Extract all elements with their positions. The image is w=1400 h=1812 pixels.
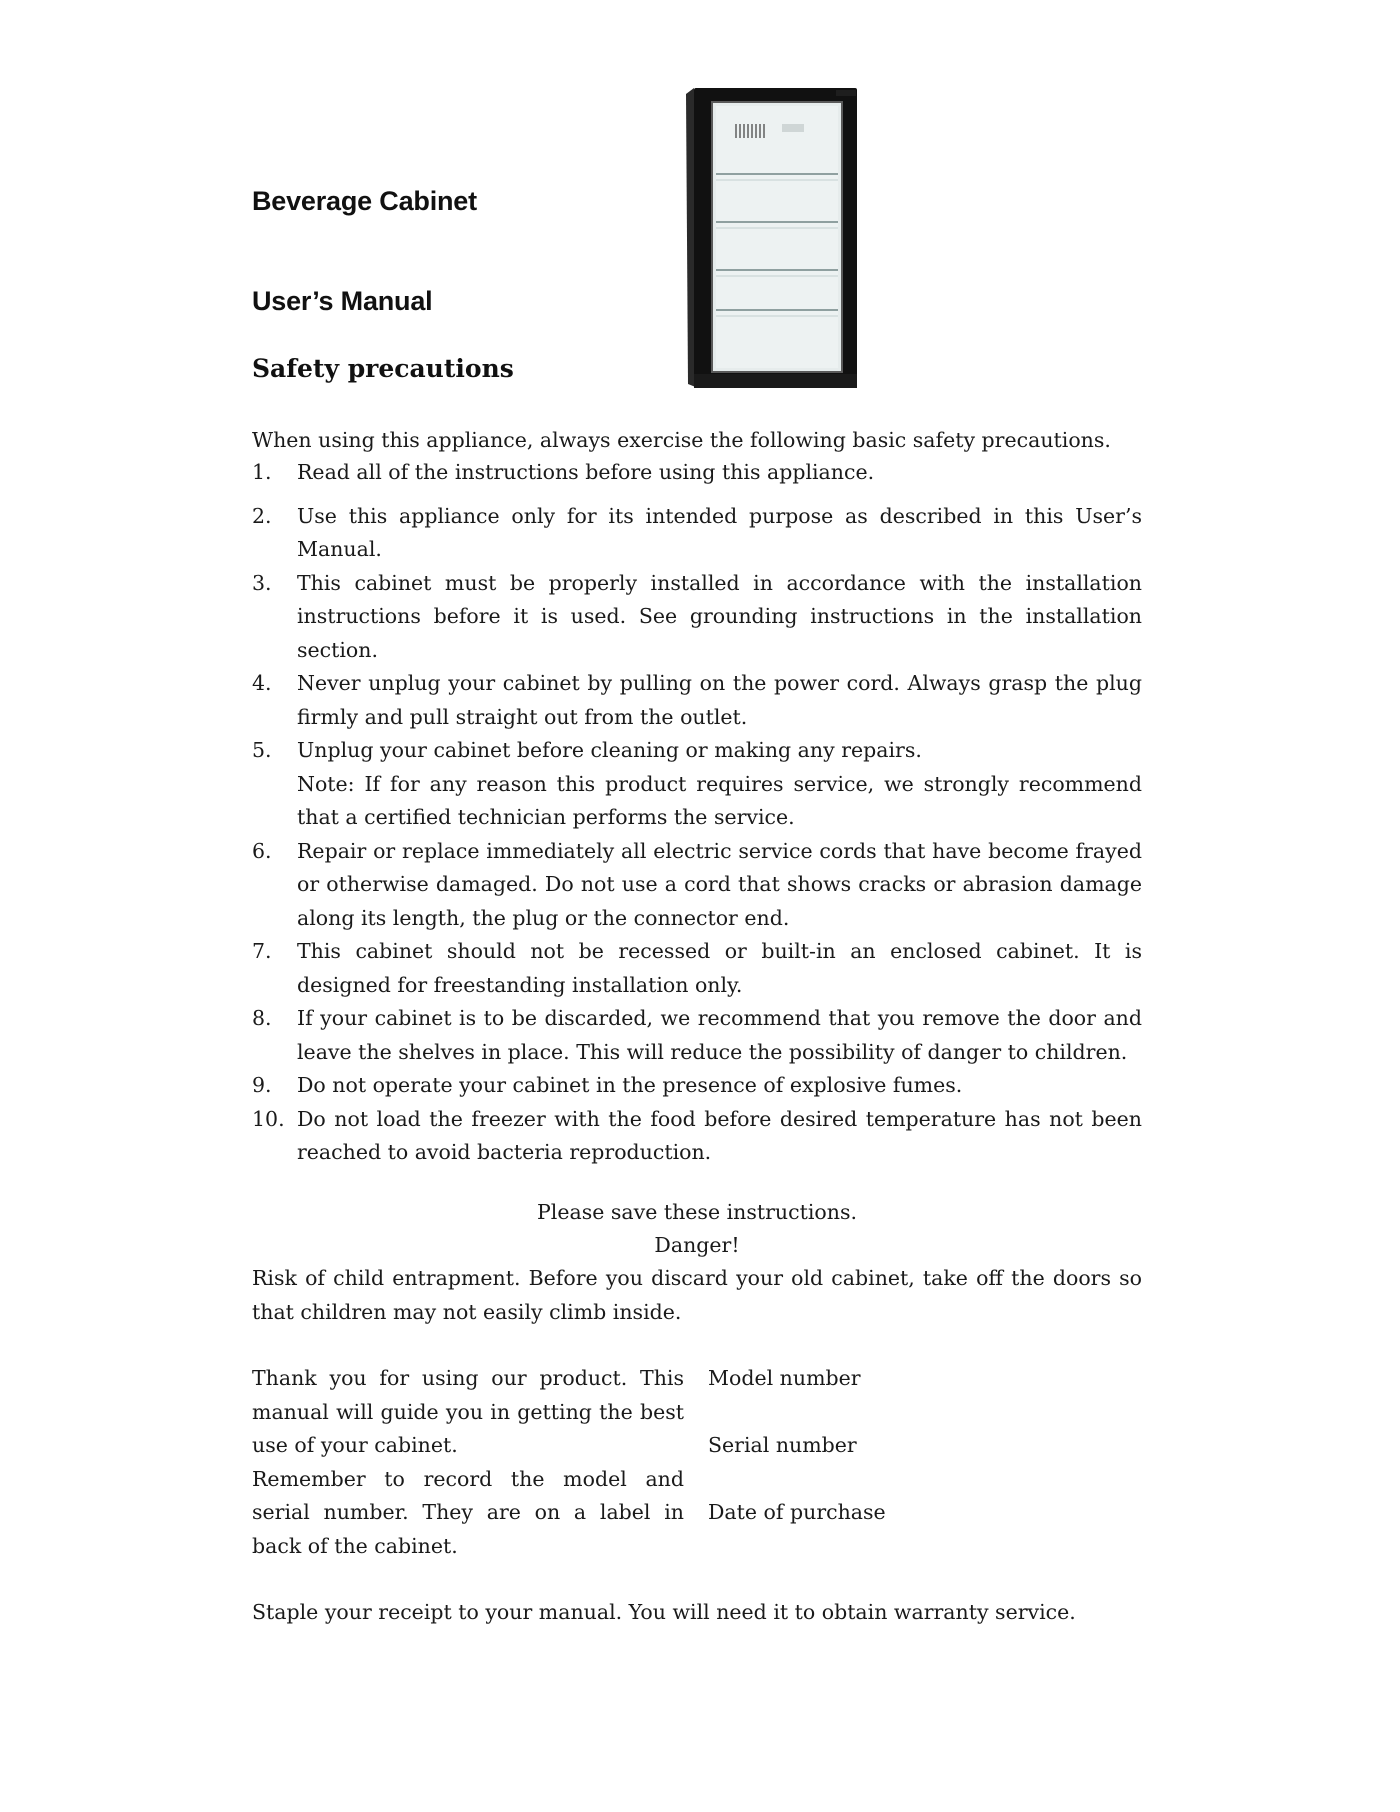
item-number: 6. — [252, 838, 272, 863]
item-text: This cabinet must be properly installed in accordance with the installation instructions before it is used. See grounding instructions in the installation section. — [297, 570, 1142, 662]
item-number: 1. — [252, 460, 272, 484]
beverage-cabinet-image — [686, 88, 861, 390]
danger-text: Risk of child entrapment. Before you discard your old cabinet, take off the doors so that children may not easily climb inside. — [252, 1266, 1142, 1324]
model-number-label: Model number — [708, 1366, 861, 1390]
item-number: 9. — [252, 1073, 272, 1097]
item-number: 5. — [252, 738, 272, 762]
item-note: Note: If for any reason this product requires service, we strongly recommend that a certified technician performs the service. — [297, 771, 1142, 829]
list-item — [252, 667, 1142, 734]
record-fields — [708, 1362, 1142, 1563]
item-number: 2. — [252, 503, 272, 528]
item-number: 4. — [252, 671, 272, 695]
record-reminder-paragraph: Remember to record the model and serial number. They are on a label in back of the cabinet. — [252, 1466, 684, 1558]
item-text: Never unplug your cabinet by pulling on the power cord. Always grasp the plug firmly and pull straight out from the outlet. — [297, 671, 1142, 729]
item-text: Unplug your cabinet before cleaning or making any repairs. — [297, 738, 922, 762]
item-number: 7. — [252, 939, 272, 963]
serial-number-label: Serial number — [708, 1433, 857, 1457]
thanks-paragraph: Thank you for using our product. This manual will guide you in getting the best use of your cabinet. — [252, 1366, 684, 1457]
item-number: 10. — [252, 1106, 285, 1131]
danger-heading: Danger! — [654, 1233, 740, 1257]
intro-text: When using this appliance, always exercise the following basic safety precautions. — [252, 428, 1111, 452]
list-item — [252, 456, 1142, 490]
thanks-block — [252, 1362, 684, 1563]
list-item — [252, 935, 1142, 1002]
list-item — [252, 1002, 1142, 1069]
item-number: 3. — [252, 570, 272, 595]
item-text: Repair or replace immediately all electric service cords that have become frayed or otherwise damaged. Do not use a cord that shows cracks or abrasion damage along its length, the plug or the connector end. — [297, 838, 1142, 930]
item-text: Do not operate your cabinet in the presence of explosive fumes. — [297, 1073, 963, 1097]
date-of-purchase-label: Date of purchase — [708, 1500, 886, 1524]
item-text: Use this appliance only for its intended purpose as described in this User’s Manual. — [297, 503, 1142, 561]
document-title: Beverage Cabinet — [252, 186, 477, 216]
precautions-list — [252, 456, 1142, 1170]
document-subtitle: User’s Manual — [252, 286, 433, 316]
item-text: This cabinet should not be recessed or built-in an enclosed cabinet. It is designed for freestanding installation only. — [297, 939, 1142, 997]
item-number: 8. — [252, 1006, 272, 1030]
section-heading: Safety precautions — [252, 354, 514, 383]
list-item — [252, 734, 1142, 835]
item-text: If your cabinet is to be discarded, we recommend that you remove the door and leave the shelves in place. This will reduce the possibility of danger to children. — [297, 1006, 1142, 1064]
save-instructions-note: Please save these instructions. — [537, 1200, 857, 1224]
list-item — [252, 500, 1142, 567]
list-item — [252, 1069, 1142, 1103]
list-item — [252, 835, 1142, 936]
list-item — [252, 567, 1142, 668]
staple-receipt-note: Staple your receipt to your manual. You will need it to obtain warranty service. — [252, 1600, 1076, 1624]
item-text: Do not load the freezer with the food before desired temperature has not been reached to avoid bacteria reproduction. — [297, 1106, 1142, 1164]
item-text: Read all of the instructions before using this appliance. — [297, 460, 875, 484]
list-item — [252, 1103, 1142, 1170]
